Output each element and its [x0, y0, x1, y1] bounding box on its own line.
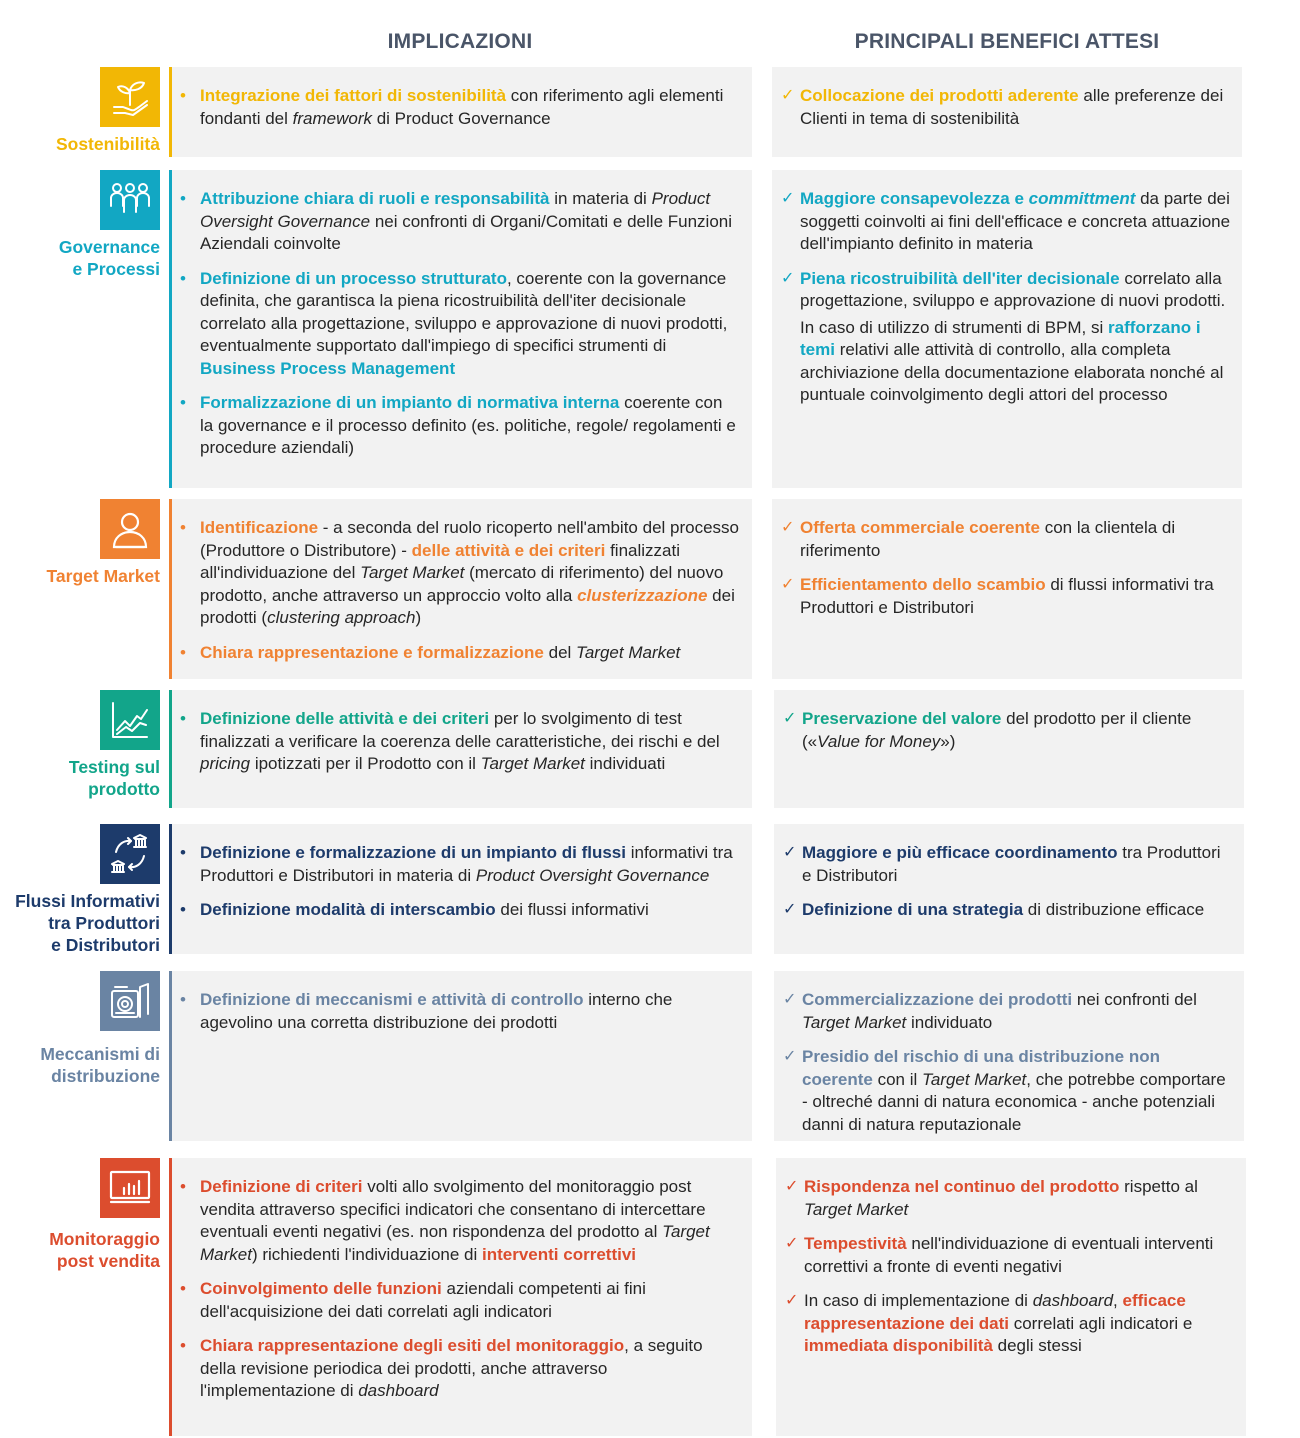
- text-run: dei flussi informativi: [495, 900, 649, 919]
- text-run: nei confronti del: [1072, 990, 1197, 1009]
- text-run: Target Market: [360, 563, 465, 582]
- text-run: Definizione di criteri: [200, 1177, 363, 1196]
- benefici-box: [772, 170, 1242, 488]
- beneficio-item: [800, 85, 1232, 130]
- beneficio-item: [804, 1290, 1236, 1358]
- text-run: Piena ricostruibilità dell'iter decisionale: [800, 268, 1120, 288]
- text-run: di Product Governance: [372, 108, 551, 128]
- category-label: Flussi Informativi tra Produttori e Distributori: [15, 891, 160, 955]
- benefici-box: [774, 971, 1244, 1141]
- category-label: Target Market: [46, 566, 160, 586]
- text-run: Definizione modalità di interscambio: [200, 900, 496, 919]
- exchange-bank-icon: [100, 824, 160, 884]
- text-run: dashboard: [1032, 1291, 1114, 1310]
- implicazioni-box: [172, 170, 752, 488]
- text-run: nei confronti di Organi/Comitati e delle Funzioni Aziendali coinvolte: [200, 211, 732, 253]
- beneficio-item: [800, 268, 1232, 313]
- beneficio-note: [800, 317, 1232, 407]
- implicazione-item: [200, 1335, 740, 1403]
- text-run: immediata disponibilità: [804, 1336, 993, 1355]
- text-run: Efficientamento dello scambio: [800, 575, 1046, 594]
- implicazione-item: [200, 1278, 740, 1323]
- benefici-box: [772, 67, 1242, 157]
- implicazioni-box: [172, 1158, 752, 1436]
- beneficio-item: [804, 1233, 1236, 1278]
- text-run: Presidio del rischio di una distribuzione non coerente: [802, 1047, 1160, 1089]
- text-run: alle preferenze dei Clienti in tema di sostenibilità: [800, 86, 1224, 128]
- implicazioni-box: [172, 499, 752, 679]
- text-run: Business Process Management: [200, 358, 456, 378]
- text-run: Identificazione: [200, 518, 319, 537]
- text-run: per lo svolgimento di test finalizzati a verificare la coerenza delle caratteristiche, dei rischi e del: [200, 709, 720, 751]
- text-run: del prodotto per il cliente («: [802, 709, 1192, 751]
- text-run: Target Market: [802, 1012, 907, 1032]
- text-run: , coerente con la governance definita, che garantisca la piena ricostruibilità dell'iter decisionale correlato alla progettazione, sviluppo e approvazione di nuovi prodotti, eventualmente supportato dall'impiego di specifici strumenti di: [200, 268, 728, 355]
- text-run: volti allo svolgimento del monitoraggio post vendita attraverso specifici indicatori che consentano di intercettare eventuali eventi negativi (es. non rispondenza del prodotto al: [200, 1177, 706, 1241]
- text-run: - a seconda del ruolo ricoperto nell'ambito del processo (Produttore o Distributore) -: [200, 518, 740, 560]
- text-run: Maggiore consapevolezza e: [800, 189, 1029, 208]
- category-label: Testing sul prodotto: [68, 757, 160, 799]
- text-run: nell'individuazione di eventuali interventi correttivi a fronte di eventi negativi: [804, 1234, 1214, 1276]
- beneficio-item: [802, 842, 1234, 887]
- beneficio-item: [802, 989, 1234, 1034]
- text-run: con il: [872, 1069, 923, 1089]
- text-run: dei prodotti (: [200, 585, 735, 627]
- beneficio-item: [802, 899, 1234, 922]
- text-run: Definizione e formalizzazione di un impianto di flussi: [200, 843, 626, 862]
- implicazioni-box: [172, 67, 752, 157]
- text-run: framework: [292, 108, 372, 128]
- text-run: , che potrebbe comportare - oltreché danni di natura economica - anche potenziali danni di natura reputazionale: [802, 1069, 1226, 1134]
- text-run: correlato alla progettazione, sviluppo e approvazione di nuovi prodotti.: [800, 268, 1226, 310]
- text-run: rispetto al: [1119, 1177, 1198, 1196]
- text-run: Collocazione dei prodotti aderente: [800, 86, 1079, 105]
- text-run: degli stessi: [992, 1336, 1082, 1355]
- text-run: Target Market: [922, 1069, 1027, 1089]
- benefici-box: [774, 690, 1244, 808]
- cash-register-icon: [100, 971, 160, 1031]
- text-run: Target Market: [576, 642, 681, 662]
- text-run: coerente con la governance e il processo definito (es. politiche, regole/ regolamenti e procedure aziendali): [200, 393, 736, 457]
- beneficio-item: [802, 708, 1234, 753]
- text-run: ) richiedenti l'individuazione di: [251, 1244, 483, 1264]
- category-label: Sostenibilità: [55, 134, 160, 154]
- text-run: Chiara rappresentazione e formalizzazione: [200, 642, 544, 662]
- implicazione-item: [200, 989, 740, 1034]
- implicazione-item: [200, 842, 740, 887]
- text-run: Tempestività: [804, 1234, 907, 1253]
- implicazione-item: [200, 899, 740, 922]
- implicazioni-box: [172, 824, 752, 954]
- text-run: Attribuzione chiara di ruoli e responsabilità: [200, 189, 550, 208]
- text-run: Definizione di un processo strutturato: [200, 268, 507, 288]
- implicazione-item: [200, 642, 740, 665]
- plant-hand-icon: [100, 67, 160, 127]
- text-run: con la clientela di riferimento: [800, 518, 1176, 560]
- text-run: da parte dei soggetti coinvolti ai fini dell'efficace e concreta attuazione dell'impianto definito in materia: [800, 189, 1231, 253]
- category-target: [0, 499, 160, 679]
- monitor-chart-icon: [100, 1158, 160, 1218]
- category-testing: [0, 690, 160, 808]
- text-run: dashboard: [358, 1381, 439, 1400]
- benefici-box: [774, 824, 1244, 954]
- text-run: informativi tra Produttori e Distributori in materia di: [200, 843, 733, 885]
- header-benefici: PRINCIPALI BENEFICI ATTESI: [854, 30, 1160, 53]
- text-run: Chiara rappresentazione degli esiti del monitoraggio: [200, 1336, 625, 1355]
- text-run: ): [415, 608, 422, 627]
- implicazione-item: [200, 188, 740, 256]
- text-run: di flussi informativi tra Produttori e Distributori: [800, 575, 1214, 617]
- text-run: ipotizzati per il Prodotto con il: [250, 754, 481, 773]
- category-governance: [0, 170, 160, 488]
- text-run: interventi correttivi: [482, 1244, 637, 1264]
- text-run: finalizzati all'individuazione del: [200, 540, 680, 582]
- text-run: Definizione delle attività e dei criteri: [200, 709, 490, 728]
- text-run: Coinvolgimento delle funzioni: [200, 1279, 442, 1298]
- text-run: Integrazione dei fattori di sostenibilità: [200, 86, 507, 105]
- category-sostenibilita: [0, 67, 160, 157]
- implicazione-item: [200, 268, 740, 381]
- text-run: efficace rappresentazione dei dati: [804, 1291, 1186, 1333]
- text-run: Preservazione del valore: [802, 709, 1002, 728]
- text-run: Definizione di meccanismi e attività di controllo: [200, 990, 584, 1009]
- implicazione-item: [200, 392, 740, 460]
- implicazione-item: [200, 517, 740, 630]
- text-run: in materia di: [549, 189, 652, 208]
- text-run: Maggiore e più efficace coordinamento: [802, 843, 1118, 862]
- implicazioni-box: [172, 971, 752, 1141]
- text-run: Offerta commerciale coerente: [800, 518, 1040, 537]
- text-run: , a seguito della revisione periodica dei prodotti, anche attraverso l'implementazione di: [200, 1336, 703, 1400]
- text-run: ,: [1113, 1291, 1123, 1310]
- text-run: Formalizzazione di un impianto di normativa interna: [200, 393, 620, 412]
- implicazione-item: [200, 708, 740, 776]
- text-run: Definizione di una strategia: [802, 900, 1024, 919]
- text-run: Rispondenza nel continuo del prodotto: [804, 1177, 1120, 1196]
- text-run: rafforzano i temi: [800, 317, 1201, 359]
- text-run: In caso di utilizzo di strumenti di BPM, si: [800, 317, 1109, 337]
- benefici-box: [772, 499, 1242, 679]
- category-monitoraggio: [0, 1158, 160, 1436]
- text-run: di distribuzione efficace: [1023, 900, 1205, 919]
- text-run: committment: [1028, 189, 1136, 208]
- text-run: Value for Money: [817, 731, 941, 751]
- text-run: interno che agevolino una corretta distribuzione dei prodotti: [200, 990, 673, 1032]
- category-flussi: [0, 824, 160, 954]
- text-run: Target Market: [200, 1222, 710, 1264]
- text-run: relativi alle attività di controllo, alla completa archiviazione della documentazione elaborata nonché al puntuale coinvolgimento degli attori del processo: [800, 340, 1224, 404]
- benefici-box: [776, 1158, 1246, 1436]
- text-run: clusterizzazione: [577, 585, 708, 605]
- beneficio-item: [800, 574, 1232, 619]
- text-run: aziendali competenti ai fini dell'acquisizione dei dati correlati agli indicatori: [200, 1279, 646, 1321]
- text-run: tra Produttori e Distributori: [802, 843, 1221, 885]
- chart-trend-icon: [100, 690, 160, 750]
- header-implicazioni: IMPLICAZIONI: [387, 30, 533, 53]
- implicazioni-box: [172, 690, 752, 808]
- text-run: Target Market: [804, 1199, 909, 1219]
- text-run: clustering approach: [267, 608, 416, 627]
- beneficio-item: [804, 1176, 1236, 1221]
- text-run: individuati: [584, 754, 666, 773]
- text-run: con riferimento agli elementi fondanti del: [200, 86, 724, 128]
- beneficio-item: [800, 517, 1232, 562]
- people-group-icon: [100, 170, 160, 230]
- text-run: »): [940, 731, 956, 751]
- text-run: Target Market: [480, 754, 585, 773]
- text-run: In caso di implementazione di: [804, 1291, 1033, 1310]
- category-label: Governance e Processi: [58, 237, 160, 279]
- text-run: Product Oversight Governance: [200, 189, 711, 231]
- text-run: Commercializzazione dei prodotti: [802, 990, 1073, 1009]
- user-profile-icon: [100, 499, 160, 559]
- text-run: correlati agli indicatori e: [1009, 1313, 1193, 1333]
- beneficio-item: [800, 188, 1232, 256]
- text-run: pricing: [200, 754, 251, 773]
- category-label: Meccanismi di distribuzione: [40, 1044, 160, 1086]
- implicazione-item: [200, 85, 740, 130]
- text-run: individuato: [906, 1012, 993, 1032]
- text-run: delle attività e dei criteri: [411, 540, 606, 560]
- category-meccanismi: [0, 971, 160, 1141]
- text-run: del: [543, 642, 577, 662]
- text-run: Product Oversight Governance: [475, 865, 710, 885]
- beneficio-item: [802, 1046, 1234, 1136]
- category-label: Monitoraggio post vendita: [49, 1229, 160, 1271]
- implicazione-item: [200, 1176, 740, 1266]
- text-run: (mercato di riferimento) del nuovo prodotto, anche attraverso un approccio volto alla: [200, 563, 724, 605]
